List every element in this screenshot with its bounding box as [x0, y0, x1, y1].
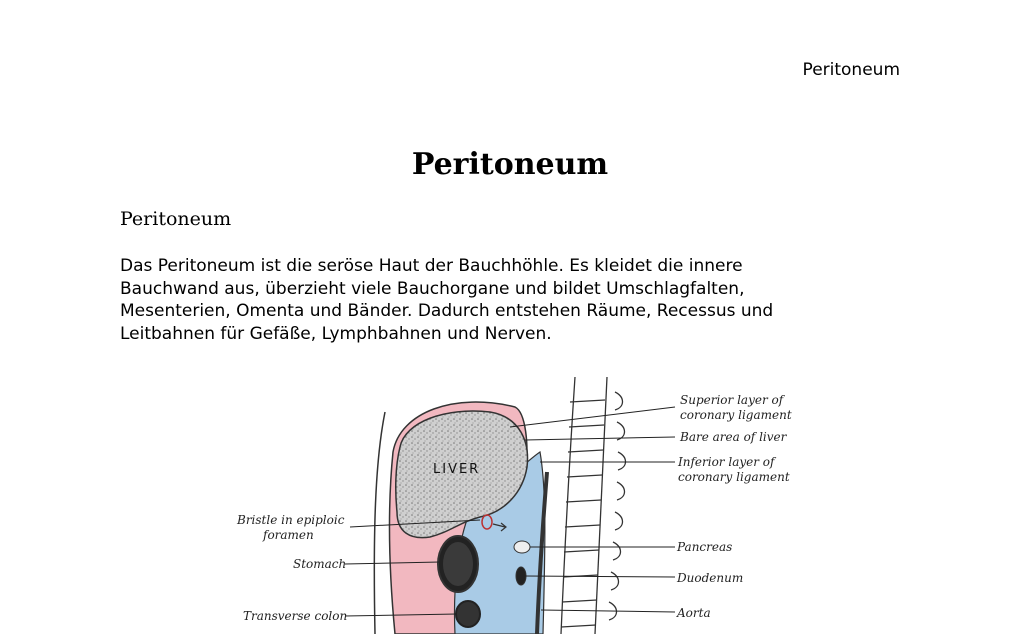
label-stomach: Stomach [293, 557, 347, 571]
page-title: Peritoneum [411, 147, 609, 182]
label-superior-layer-2: coronary ligament [680, 408, 792, 422]
liver-label: LIVER [433, 462, 481, 477]
vertebral-column [561, 377, 626, 634]
peritoneum-figure [225, 352, 805, 634]
label-transverse-colon: Transverse colon [243, 609, 348, 623]
pancreas-shape [514, 541, 530, 553]
transverse-colon-shape [456, 601, 480, 627]
section-heading: Peritoneum [120, 208, 232, 230]
label-bristle-2: foramen [263, 528, 314, 542]
label-bristle-1: Bristle in epiploic [237, 513, 345, 527]
label-inferior-layer-2: coronary ligament [678, 470, 790, 484]
label-aorta: Aorta [677, 606, 711, 620]
label-pancreas: Pancreas [677, 540, 733, 554]
body-paragraph: Das Peritoneum ist die seröse Haut der Bauchhöhle. Es kleidet die innere Bauchwand aus, überzieht viele Bauchorgane und bildet Umschlagfalten, Mesenterien, Omenta und Bänder. Dadurch entstehen Räume, Recessus und Leitbahnen für Gefäße, Lymphbahnen und Nerven. [120, 256, 774, 344]
label-superior-layer-1: Superior layer of [680, 393, 784, 407]
abdominal-wall-line [374, 412, 385, 634]
label-inferior-layer-1: Inferior layer of [678, 455, 775, 469]
label-duodenum: Duodenum [677, 571, 744, 585]
anatomy-diagram [225, 352, 805, 634]
label-bare-area: Bare area of liver [680, 430, 787, 444]
running-header: Peritoneum [802, 60, 900, 80]
duodenum-shape [516, 567, 526, 585]
